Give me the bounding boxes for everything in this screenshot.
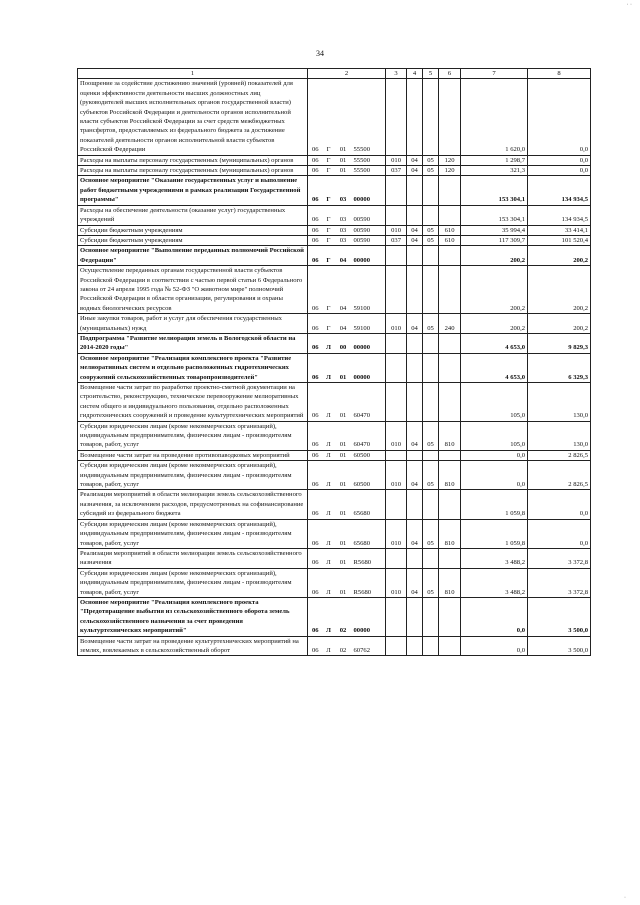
row-name: Субсидии юридическим лицам (кроме некоммерческих организаций), индивидуальным предпринимателям, физическим лицам - производителям товаров, работ, услуг <box>78 461 308 490</box>
amount-col-7: 200,2 <box>461 266 528 314</box>
table-row <box>78 333 591 353</box>
program-code-part: 06 <box>308 383 323 422</box>
program-code-part: 06 <box>308 79 323 155</box>
section-code <box>407 636 423 656</box>
section-code: 04 <box>407 461 423 490</box>
program-code-part: 03 <box>335 235 352 245</box>
expense-type-code <box>439 490 461 519</box>
section-code <box>407 333 423 353</box>
expense-type-code <box>439 333 461 353</box>
section-code <box>407 205 423 225</box>
program-code-part: 01 <box>335 519 352 548</box>
program-code-part: 06 <box>308 597 323 636</box>
row-name: Субсидии бюджетным учреждениям <box>78 235 308 245</box>
amount-col-7: 3 488,2 <box>461 568 528 597</box>
row-name: Подпрограмма "Развитие мелиорации земель в Вологодской области на 2014-2020 годы" <box>78 333 308 353</box>
row-name: Поощрение за содействие достижению значений (уровней) показателей для оценки эффективности деятельности высших должностных лиц (руководителей высших исполнительных органов государственной власти) субъектов Российской Федерации и деятельности органов исполнительной власти субъектов Российской Федерации за счет средств межбюджетных трансфертов, предоставляемых из федерального бюджета за достижение показателей деятельности органов исполнительной власти субъектов Российской Федерации <box>78 79 308 155</box>
expense-type-code <box>439 266 461 314</box>
table-row <box>78 205 591 225</box>
expense-type-code <box>439 205 461 225</box>
amount-col-7: 4 653,0 <box>461 333 528 353</box>
expense-type-code: 240 <box>439 314 461 334</box>
program-code-part: 06 <box>308 353 323 382</box>
program-code-part: 06 <box>308 235 323 245</box>
section-code: 04 <box>407 519 423 548</box>
ministry-code: 010 <box>386 519 407 548</box>
program-code-part: Г <box>323 176 335 205</box>
program-code-part: Л <box>323 597 335 636</box>
ministry-code <box>386 597 407 636</box>
amount-col-7: 1 059,8 <box>461 490 528 519</box>
row-name: Субсидии юридическим лицам (кроме некоммерческих организаций), индивидуальным предпринимателям, физическим лицам - производителям товаров, работ, услуг <box>78 421 308 450</box>
amount-col-7: 153 304,1 <box>461 176 528 205</box>
subsection-code <box>423 636 439 656</box>
subsection-code <box>423 333 439 353</box>
program-code-part: Г <box>323 205 335 225</box>
program-code-part: 02 <box>335 597 352 636</box>
amount-col-7: 4 653,0 <box>461 353 528 382</box>
subsection-code: 05 <box>423 225 439 235</box>
program-code-part: 01 <box>335 461 352 490</box>
header-cell: 2 <box>308 69 386 79</box>
row-name: Основное мероприятие "Оказание государственных услуг и выполнение работ бюджетными учреждениями в рамках реализации Государственной программы" <box>78 176 308 205</box>
ministry-code <box>386 176 407 205</box>
row-name: Субсидии юридическим лицам (кроме некоммерческих организаций), индивидуальным предпринимателям, физическим лицам - производителям товаров, работ, услуг <box>78 519 308 548</box>
program-code-part: Л <box>323 490 335 519</box>
expense-type-code: 120 <box>439 166 461 176</box>
expense-type-code <box>439 450 461 460</box>
ministry-code <box>386 266 407 314</box>
program-code-part: 01 <box>335 568 352 597</box>
amount-col-8: 3 500,0 <box>528 636 591 656</box>
program-code-part: 06 <box>308 176 323 205</box>
ministry-code <box>386 333 407 353</box>
subsection-code <box>423 266 439 314</box>
header-cell: 8 <box>528 69 591 79</box>
table-row <box>78 235 591 245</box>
program-code-part: 00000 <box>352 353 386 382</box>
program-code-part: 06 <box>308 548 323 568</box>
program-code-part: 00000 <box>352 597 386 636</box>
amount-col-8: 6 329,3 <box>528 353 591 382</box>
table-row <box>78 176 591 205</box>
table-row <box>78 383 591 422</box>
amount-col-8: 130,0 <box>528 383 591 422</box>
program-code-part: 01 <box>335 450 352 460</box>
page-number: 34 <box>316 49 324 58</box>
table-row <box>78 490 591 519</box>
ministry-code: 010 <box>386 421 407 450</box>
section-code: 04 <box>407 225 423 235</box>
amount-col-7: 35 994,4 <box>461 225 528 235</box>
amount-col-7: 1 298,7 <box>461 155 528 165</box>
row-name: Субсидии юридическим лицам (кроме некоммерческих организаций), индивидуальным предпринимателям, физическим лицам - производителям товаров, работ, услуг <box>78 568 308 597</box>
program-code-part: 59100 <box>352 314 386 334</box>
ministry-code: 010 <box>386 225 407 235</box>
program-code-part: 00000 <box>352 333 386 353</box>
section-code <box>407 353 423 382</box>
row-name: Реализация мероприятий в области мелиорации земель сельскохозяйственного назначения, за исключением расходов, предусмотренных на софинансирование субсидий из федерального бюджета <box>78 490 308 519</box>
amount-col-8: 0,0 <box>528 166 591 176</box>
program-code-part: 01 <box>335 155 352 165</box>
ministry-code <box>386 490 407 519</box>
program-code-part: 55500 <box>352 166 386 176</box>
table-row <box>78 461 591 490</box>
table-row <box>78 568 591 597</box>
program-code-part: R5680 <box>352 568 386 597</box>
expense-type-code <box>439 597 461 636</box>
program-code-part: Л <box>323 461 335 490</box>
section-code: 04 <box>407 314 423 334</box>
subsection-code <box>423 450 439 460</box>
program-code-part: 06 <box>308 166 323 176</box>
amount-col-8: 200,2 <box>528 266 591 314</box>
program-code-part: 00590 <box>352 225 386 235</box>
program-code-part: 04 <box>335 314 352 334</box>
program-code-part: 60470 <box>352 383 386 422</box>
expense-type-code <box>439 176 461 205</box>
header-cell: 5 <box>423 69 439 79</box>
subsection-code <box>423 205 439 225</box>
ministry-code <box>386 353 407 382</box>
program-code-part: 06 <box>308 450 323 460</box>
program-code-part: 03 <box>335 225 352 235</box>
program-code-part: 65680 <box>352 490 386 519</box>
ministry-code <box>386 450 407 460</box>
row-name: Основное мероприятие "Реализация комплексного проекта "Предотвращение выбытия из сельскохозяйственного оборота земель сельскохозяйственного назначения за счет проведения культуртехнических мероприятий" <box>78 597 308 636</box>
program-code-part: Л <box>323 421 335 450</box>
amount-col-7: 200,2 <box>461 246 528 266</box>
amount-col-8: 0,0 <box>528 519 591 548</box>
program-code-part: 01 <box>335 490 352 519</box>
amount-col-7: 0,0 <box>461 597 528 636</box>
header-cell: 1 <box>78 69 308 79</box>
program-code-part: 01 <box>335 79 352 155</box>
row-name: Расходы на выплаты персоналу государственных (муниципальных) органов <box>78 166 308 176</box>
table-row <box>78 450 591 460</box>
expense-type-code <box>439 548 461 568</box>
amount-col-7: 0,0 <box>461 636 528 656</box>
header-cell: 6 <box>439 69 461 79</box>
program-code-part: 55500 <box>352 79 386 155</box>
ministry-code <box>386 79 407 155</box>
program-code-part: 06 <box>308 333 323 353</box>
program-code-part: Л <box>323 568 335 597</box>
ministry-code: 010 <box>386 155 407 165</box>
table-body <box>78 79 591 656</box>
program-code-part: Г <box>323 166 335 176</box>
budget-table <box>77 68 591 656</box>
ministry-code: 010 <box>386 568 407 597</box>
row-name: Осуществление переданных органам государственной власти субъектов Российской Федерации в соответствии с частью первой статьи 6 Федерального закона от 24 апреля 1995 года № 52-ФЗ "О животном мире" полномочий Российской Федерации в области организации, регулирования и охраны водных биологических ресурсов <box>78 266 308 314</box>
section-code <box>407 79 423 155</box>
expense-type-code: 810 <box>439 461 461 490</box>
table-row <box>78 519 591 548</box>
expense-type-code <box>439 246 461 266</box>
program-code-part: Л <box>323 519 335 548</box>
subsection-code: 05 <box>423 235 439 245</box>
expense-type-code <box>439 353 461 382</box>
table-row <box>78 166 591 176</box>
subsection-code: 05 <box>423 166 439 176</box>
program-code-part: 55500 <box>352 155 386 165</box>
program-code-part: 65680 <box>352 519 386 548</box>
ministry-code <box>386 383 407 422</box>
row-name: Субсидии бюджетным учреждениям <box>78 225 308 235</box>
subsection-code: 05 <box>423 314 439 334</box>
header-cell: 4 <box>407 69 423 79</box>
program-code-part: Г <box>323 225 335 235</box>
expense-type-code: 810 <box>439 421 461 450</box>
program-code-part: Г <box>323 155 335 165</box>
amount-col-8: 3 372,8 <box>528 548 591 568</box>
subsection-code <box>423 79 439 155</box>
program-code-part: 00000 <box>352 246 386 266</box>
program-code-part: Л <box>323 450 335 460</box>
table-row <box>78 636 591 656</box>
section-code: 04 <box>407 155 423 165</box>
program-code-part: Г <box>323 314 335 334</box>
program-code-part: Г <box>323 79 335 155</box>
expense-type-code <box>439 79 461 155</box>
program-code-part: Л <box>323 383 335 422</box>
program-code-part: 06 <box>308 314 323 334</box>
amount-col-8: 101 520,4 <box>528 235 591 245</box>
program-code-part: 06 <box>308 266 323 314</box>
program-code-part: 06 <box>308 636 323 656</box>
amount-col-8: 9 829,3 <box>528 333 591 353</box>
amount-col-7: 321,3 <box>461 166 528 176</box>
program-code-part: 06 <box>308 421 323 450</box>
program-code-part: 00 <box>335 333 352 353</box>
amount-col-8: 134 934,5 <box>528 205 591 225</box>
section-code <box>407 383 423 422</box>
header-cell: 7 <box>461 69 528 79</box>
section-code <box>407 490 423 519</box>
program-code-part: 04 <box>335 266 352 314</box>
program-code-part: 06 <box>308 225 323 235</box>
ministry-code <box>386 205 407 225</box>
corner-mark-top: · · <box>626 2 632 8</box>
table-row <box>78 548 591 568</box>
amount-col-8: 3 372,8 <box>528 568 591 597</box>
program-code-part: 01 <box>335 383 352 422</box>
amount-col-8: 3 500,0 <box>528 597 591 636</box>
table-row <box>78 225 591 235</box>
amount-col-8: 200,2 <box>528 246 591 266</box>
corner-mark-bottom: · <box>624 895 626 901</box>
table-row <box>78 597 591 636</box>
program-code-part: Л <box>323 353 335 382</box>
table-row <box>78 266 591 314</box>
section-code <box>407 450 423 460</box>
section-code <box>407 266 423 314</box>
amount-col-8: 0,0 <box>528 490 591 519</box>
program-code-part: 04 <box>335 246 352 266</box>
section-code <box>407 597 423 636</box>
program-code-part: 60762 <box>352 636 386 656</box>
program-code-part: 02 <box>335 636 352 656</box>
row-name: Возмещение части затрат по разработке проектно-сметной документации на строительство, реконструкцию, техническое перевооружение мелиоративных систем общего и индивидуального пользования, отдельно расположенных гидротехнических сооружений и проведение культуртехнических мероприятий <box>78 383 308 422</box>
program-code-part: 59100 <box>352 266 386 314</box>
amount-col-7: 1 059,8 <box>461 519 528 548</box>
subsection-code: 05 <box>423 421 439 450</box>
amount-col-7: 200,2 <box>461 314 528 334</box>
amount-col-7: 105,0 <box>461 383 528 422</box>
expense-type-code <box>439 383 461 422</box>
program-code-part: 01 <box>335 421 352 450</box>
subsection-code <box>423 383 439 422</box>
program-code-part: 00590 <box>352 205 386 225</box>
program-code-part: 01 <box>335 166 352 176</box>
subsection-code <box>423 597 439 636</box>
expense-type-code: 610 <box>439 235 461 245</box>
program-code-part: Г <box>323 235 335 245</box>
program-code-part: Г <box>323 246 335 266</box>
row-name: Основное мероприятие "Реализация комплексного проекта "Развитие мелиоративных систем и отдельно расположенных гидротехнических сооружений сельскохозяйственных товаропроизводителей" <box>78 353 308 382</box>
subsection-code <box>423 246 439 266</box>
amount-col-8: 0,0 <box>528 155 591 165</box>
row-name: Реализация мероприятий в области мелиорации земель сельскохозяйственного назначения <box>78 548 308 568</box>
row-name: Расходы на обеспечение деятельности (оказание услуг) государственных учреждений <box>78 205 308 225</box>
program-code-part: 03 <box>335 205 352 225</box>
program-code-part: 60500 <box>352 461 386 490</box>
table-row <box>78 421 591 450</box>
ministry-code: 037 <box>386 235 407 245</box>
row-name: Иные закупки товаров, работ и услуг для обеспечения государственных (муниципальных) нужд <box>78 314 308 334</box>
program-code-part: 01 <box>335 353 352 382</box>
section-code: 04 <box>407 235 423 245</box>
table-row <box>78 246 591 266</box>
subsection-code <box>423 353 439 382</box>
expense-type-code: 610 <box>439 225 461 235</box>
ministry-code <box>386 246 407 266</box>
program-code-part: 03 <box>335 176 352 205</box>
amount-col-7: 0,0 <box>461 461 528 490</box>
amount-col-8: 200,2 <box>528 314 591 334</box>
subsection-code: 05 <box>423 461 439 490</box>
program-code-part: 06 <box>308 519 323 548</box>
program-code-part: Л <box>323 333 335 353</box>
subsection-code: 05 <box>423 519 439 548</box>
program-code-part: R5680 <box>352 548 386 568</box>
subsection-code: 05 <box>423 155 439 165</box>
program-code-part: 00590 <box>352 235 386 245</box>
program-code-part: 01 <box>335 548 352 568</box>
program-code-part: 06 <box>308 205 323 225</box>
header-cell: 3 <box>386 69 407 79</box>
amount-col-7: 117 309,7 <box>461 235 528 245</box>
amount-col-8: 2 826,5 <box>528 461 591 490</box>
ministry-code <box>386 636 407 656</box>
section-code <box>407 548 423 568</box>
program-code-part: Г <box>323 266 335 314</box>
program-code-part: 06 <box>308 490 323 519</box>
table-row <box>78 353 591 382</box>
amount-col-8: 2 826,5 <box>528 450 591 460</box>
subsection-code <box>423 490 439 519</box>
amount-col-8: 33 414,1 <box>528 225 591 235</box>
program-code-part: 06 <box>308 155 323 165</box>
amount-col-7: 3 488,2 <box>461 548 528 568</box>
amount-col-7: 105,0 <box>461 421 528 450</box>
amount-col-8: 0,0 <box>528 79 591 155</box>
section-code: 04 <box>407 421 423 450</box>
amount-col-7: 153 304,1 <box>461 205 528 225</box>
section-code <box>407 246 423 266</box>
row-name: Возмещение части затрат на проведение противопаводковых мероприятий <box>78 450 308 460</box>
ministry-code: 010 <box>386 314 407 334</box>
program-code-part: 00000 <box>352 176 386 205</box>
program-code-part: 06 <box>308 246 323 266</box>
row-name: Возмещение части затрат на проведение культуртехнических мероприятий на землях, вовлекаемых в сельскохозяйственный оборот <box>78 636 308 656</box>
program-code-part: 60470 <box>352 421 386 450</box>
expense-type-code <box>439 636 461 656</box>
row-name: Расходы на выплаты персоналу государственных (муниципальных) органов <box>78 155 308 165</box>
amount-col-7: 0,0 <box>461 450 528 460</box>
program-code-part: Л <box>323 636 335 656</box>
expense-type-code: 120 <box>439 155 461 165</box>
subsection-code <box>423 548 439 568</box>
amount-col-7: 1 620,0 <box>461 79 528 155</box>
program-code-part: 60500 <box>352 450 386 460</box>
table-row <box>78 314 591 334</box>
ministry-code <box>386 548 407 568</box>
amount-col-8: 134 934,5 <box>528 176 591 205</box>
table-row <box>78 79 591 155</box>
program-code-part: Л <box>323 548 335 568</box>
amount-col-8: 130,0 <box>528 421 591 450</box>
program-code-part: 06 <box>308 461 323 490</box>
ministry-code: 010 <box>386 461 407 490</box>
subsection-code: 05 <box>423 568 439 597</box>
table-header-row <box>78 69 591 79</box>
table-row <box>78 155 591 165</box>
subsection-code <box>423 176 439 205</box>
section-code: 04 <box>407 568 423 597</box>
section-code <box>407 176 423 205</box>
section-code: 04 <box>407 166 423 176</box>
expense-type-code: 810 <box>439 519 461 548</box>
row-name: Основное мероприятие "Выполнение переданных полномочий Российской Федерации" <box>78 246 308 266</box>
ministry-code: 037 <box>386 166 407 176</box>
program-code-part: 06 <box>308 568 323 597</box>
expense-type-code: 810 <box>439 568 461 597</box>
